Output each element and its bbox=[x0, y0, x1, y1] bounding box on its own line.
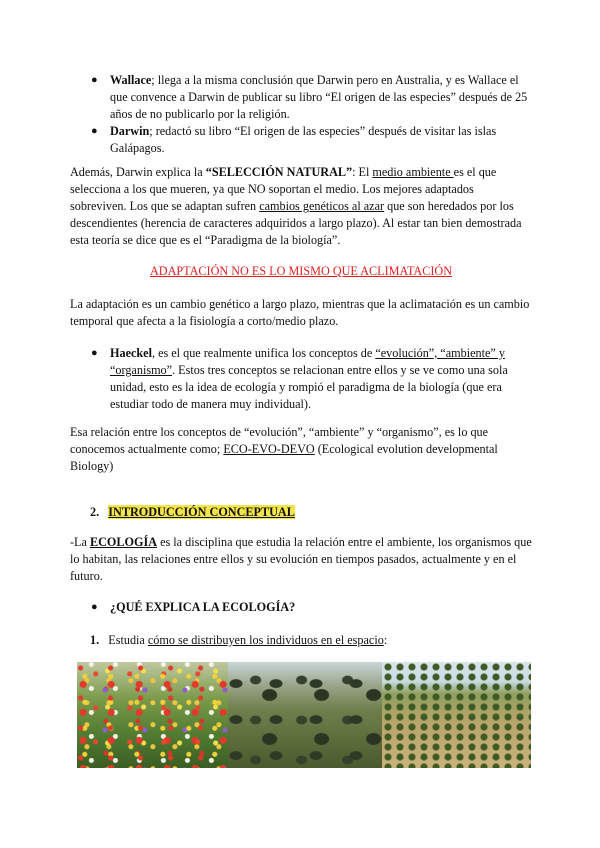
underlined-term: “evolución”, “ambiente” y “organismo” bbox=[110, 346, 505, 377]
text-run: Además, Darwin explica la bbox=[70, 165, 206, 179]
text-run: es el que selecciona a los que mueren, ya que NO soportan el medio. Los mejores adaptados sobreviven. Los que se adaptan sufren bbox=[70, 165, 497, 213]
bullet-text: ; redactó su libro “El origen de las especies” después de visitar las islas Galápagos. bbox=[110, 124, 497, 155]
olive-grove-hills-image bbox=[382, 662, 531, 768]
item-number: 1. bbox=[90, 633, 100, 647]
paragraph-text: La adaptación es un cambio genético a largo plazo, mientras que la aclimatación es un cambio temporal que afecta a la fisiología a corto/medio plazo. bbox=[70, 297, 530, 328]
top-bullet-list bbox=[82, 72, 532, 157]
underlined-term: cómo se distribuyen los individuos en el espacio bbox=[147, 633, 384, 647]
landscape-photos bbox=[77, 662, 531, 768]
adaptacion-heading bbox=[70, 263, 532, 280]
underlined-term: ECO-EVO-DEVO bbox=[223, 442, 315, 456]
bullet-name: Wallace bbox=[110, 73, 152, 87]
bullet-dot-icon: ● bbox=[91, 74, 98, 86]
text-run: Estudia bbox=[108, 633, 148, 647]
bullet-dot-icon: ● bbox=[91, 347, 98, 359]
text-run: : bbox=[383, 633, 388, 647]
text-run: , es el que realmente unifica los conceptos de bbox=[151, 346, 376, 360]
bold-term: “SELECCIÓN NATURAL” bbox=[205, 165, 353, 179]
underlined-term: cambios genéticos al azar bbox=[259, 199, 385, 213]
question-bullet-list bbox=[82, 599, 532, 616]
bullet-dot-icon: ● bbox=[91, 125, 98, 137]
numbered-item bbox=[90, 632, 530, 649]
text-run: : El bbox=[352, 165, 373, 179]
text-run: (Ecological evolution developmental Biology) bbox=[70, 442, 498, 473]
bullet-name: Haeckel bbox=[110, 346, 152, 360]
bullet-text: ; llega a la misma conclusión que Darwin pero en Australia, y es Wallace el que convence a Darwin de publicar su libro “El origen de las especies” después de 25 años de no publicarlo por la religión. bbox=[110, 73, 528, 121]
ecoevodevo-paragraph bbox=[70, 424, 532, 475]
seleccion-natural-paragraph bbox=[70, 164, 532, 249]
section-title: INTRODUCCIÓN CONCEPTUAL bbox=[108, 505, 295, 519]
text-run: Esa relación entre los conceptos de “evolución”, “ambiente” y “organismo”, es lo que conocemos actualmente como; bbox=[70, 425, 489, 456]
bullet-dot-icon: ● bbox=[91, 601, 98, 613]
underlined-term: medio ambiente bbox=[372, 165, 454, 179]
text-run: que son heredados por los descendientes (herencia de caracteres adquiridos a largo plazo). Al estar tan bien demostrada esta teoría se dice que es el “Paradigma de la biología”. bbox=[70, 199, 522, 247]
section-number: 2. bbox=[90, 505, 100, 519]
bold-underlined-term: ECOLOGÍA bbox=[89, 535, 158, 549]
savanna-grazing-image bbox=[228, 662, 382, 768]
wildflower-meadow-image bbox=[77, 662, 228, 768]
bullet-haeckel bbox=[82, 345, 532, 413]
text-run: es la disciplina que estudia la relación entre el ambiente, los organismos que lo habitan, las relaciones entre ellos y su evolución en tiempos pasados, actualmente y en el futuro. bbox=[70, 535, 532, 583]
bullet-name: Darwin bbox=[110, 124, 150, 138]
section-heading bbox=[90, 504, 530, 521]
text-run: -La bbox=[70, 535, 90, 549]
bullet-question bbox=[82, 599, 532, 616]
adaptacion-paragraph bbox=[70, 296, 532, 330]
bullet-darwin bbox=[82, 123, 532, 157]
question-text: ¿QUÉ EXPLICA LA ECOLOGÍA? bbox=[110, 600, 296, 614]
text-run: . Estos tres conceptos se relacionan entre ellos y se ve como una sola unidad, esto es la idea de ecología y rompió el paradigma de la biología (que era estudiar todo de manera muy individual). bbox=[110, 363, 508, 411]
bullet-wallace bbox=[82, 72, 532, 123]
red-heading-text: ADAPTACIÓN NO ES LO MISMO QUE ACLIMATACIÓN bbox=[149, 264, 453, 278]
ecologia-paragraph bbox=[70, 534, 532, 585]
haeckel-bullet-list bbox=[82, 345, 532, 413]
